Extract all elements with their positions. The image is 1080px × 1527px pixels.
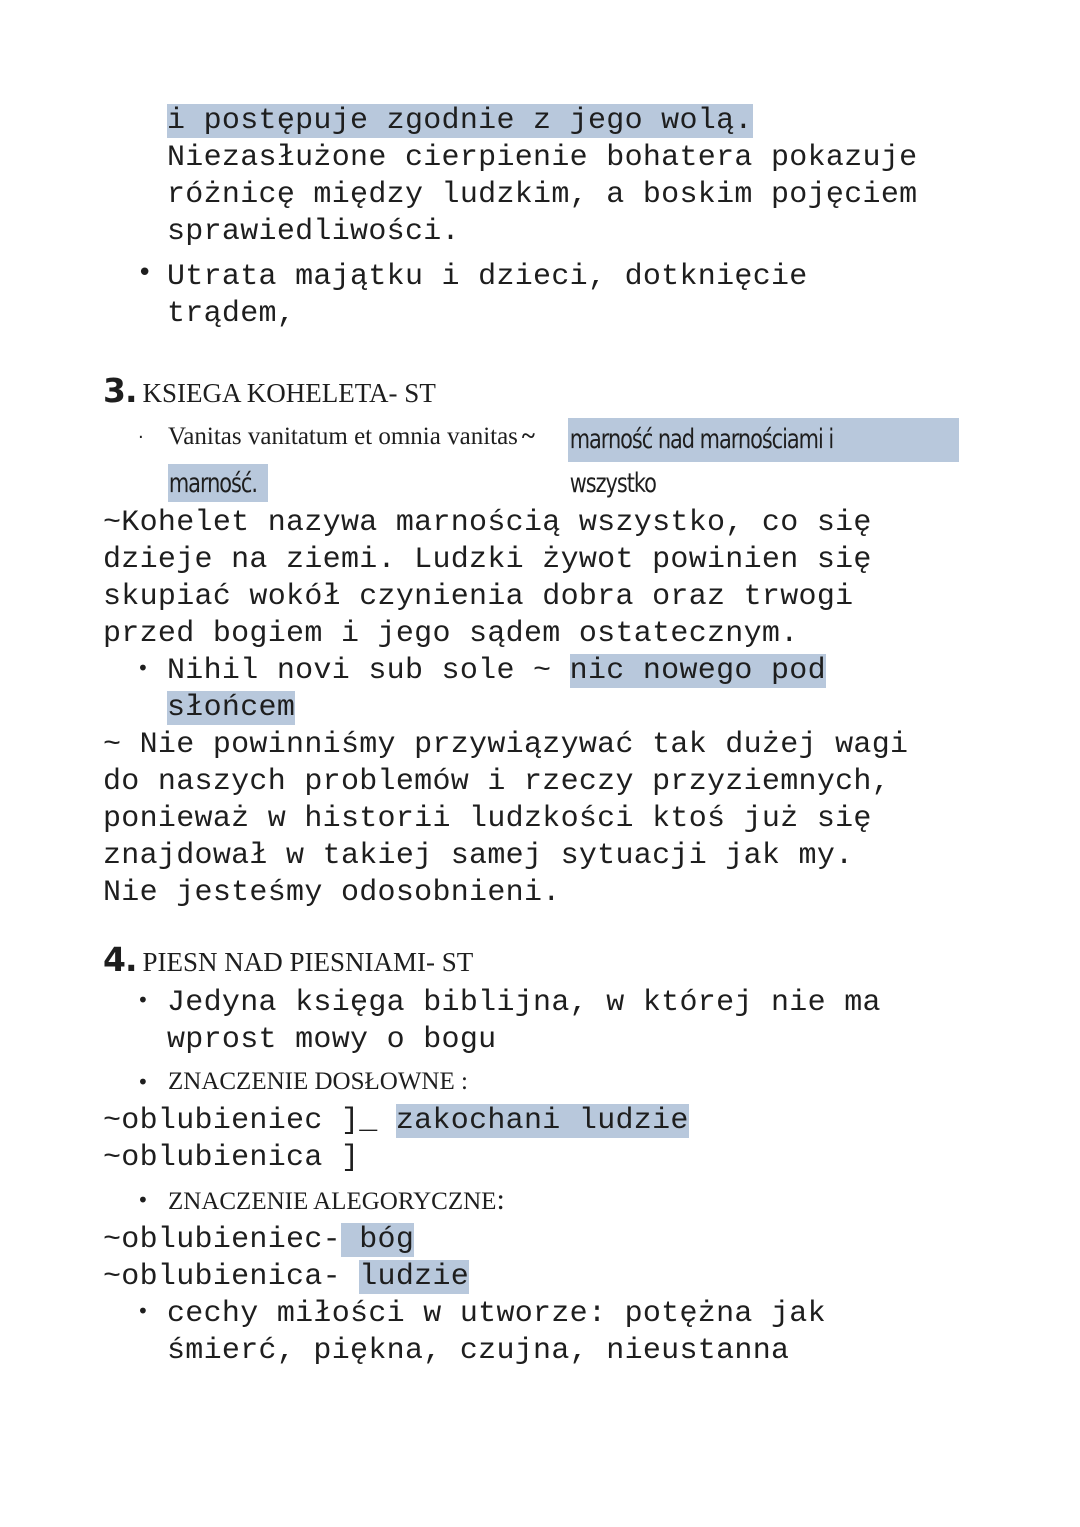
section4-title: PIESN NAD PIESNIAMI- ST	[142, 947, 474, 977]
section3-bullet1-translation-a: marność nad marnościami i wszystko	[568, 418, 959, 462]
section3-para1-line4: przed bogiem i jego sądem ostatecznym.	[103, 617, 799, 651]
tilde: ~	[521, 423, 535, 450]
literal-line1: ~oblubieniec ]_ zakochani ludzie	[103, 1104, 689, 1138]
section3-bullet1	[168, 420, 535, 462]
bullet-icon: •	[137, 258, 153, 288]
section3-para2-line4: znajdował w takiej samej sytuacji jak my.	[103, 839, 854, 873]
section4-last-bullet-line2: śmierć, piękna, czujna, nieustanna	[167, 1334, 790, 1368]
allegoric-meaning-label: ZNACZENIE ALEGORYCZNE:	[168, 1183, 505, 1216]
section3-para1-line1: ~Kohelet nazywa marnością wszystko, co się	[103, 506, 872, 540]
section4-heading	[103, 940, 474, 979]
bullet-icon: •	[137, 988, 149, 1012]
section3-number: 3.	[103, 371, 137, 410]
section3-title: KSIEGA KOHELETA- ST	[142, 378, 436, 408]
section2-line4: sprawiedliwości.	[167, 215, 460, 249]
section4-bullet1-line1: Jedyna księga biblijna, w której nie ma	[167, 986, 881, 1020]
bullet-icon: •	[137, 1299, 149, 1323]
section2-line3: różnicę między ludzkim, a boskim pojęciem	[167, 178, 918, 212]
section2-line1: i postępuje zgodnie z jego wolą.	[167, 104, 753, 138]
section2-bullet1-line2: trądem,	[167, 297, 296, 331]
bullet-icon: •	[137, 1188, 149, 1212]
bullet-icon: ·	[138, 427, 144, 448]
section3-para2-line5: Nie jesteśmy odosobnieni.	[103, 876, 561, 910]
section3-bullet2-line2: słońcem	[167, 691, 296, 725]
section3-bullet2-line1: Nihil novi sub sole ~ nic nowego pod	[167, 654, 826, 688]
latin-phrase: Vanitas vanitatum et omnia vanitas	[168, 423, 518, 450]
bullet-icon: •	[137, 656, 149, 680]
section4-bullet1-line2: wprost mowy o bogu	[167, 1023, 497, 1057]
section3-bullet1-translation-b: marność.	[168, 464, 268, 502]
section3-para1-line3: skupiać wokół czynienia dobra oraz trwogi	[103, 580, 854, 614]
section4-number: 4.	[103, 940, 137, 979]
allegoric-line2: ~oblubienica- ludzie	[103, 1260, 470, 1294]
section3-para2-line1: ~ Nie powinniśmy przywiązywać tak dużej wagi	[103, 728, 909, 762]
section2-line2: Niezasłużone cierpienie bohatera pokazuje	[167, 141, 918, 175]
section3-para2-line3: ponieważ w historii ludzkości ktoś już się	[103, 802, 872, 836]
bullet-icon: •	[137, 1070, 149, 1094]
section2-bullet1-line1: Utrata majątku i dzieci, dotknięcie	[167, 260, 808, 294]
allegoric-line1: ~oblubieniec- bóg	[103, 1223, 415, 1257]
section3-para1-line2: dzieje na ziemi. Ludzki żywot powinien się	[103, 543, 872, 577]
literal-line2: ~oblubienica ]	[103, 1141, 360, 1175]
section3-para2-line2: do naszych problemów i rzeczy przyziemnych,	[103, 765, 891, 799]
section4-last-bullet-line1: cechy miłości w utworze: potężna jak	[167, 1297, 826, 1331]
section3-heading	[103, 371, 436, 410]
literal-meaning-label: ZNACZENIE DOSŁOWNE :	[168, 1068, 468, 1095]
